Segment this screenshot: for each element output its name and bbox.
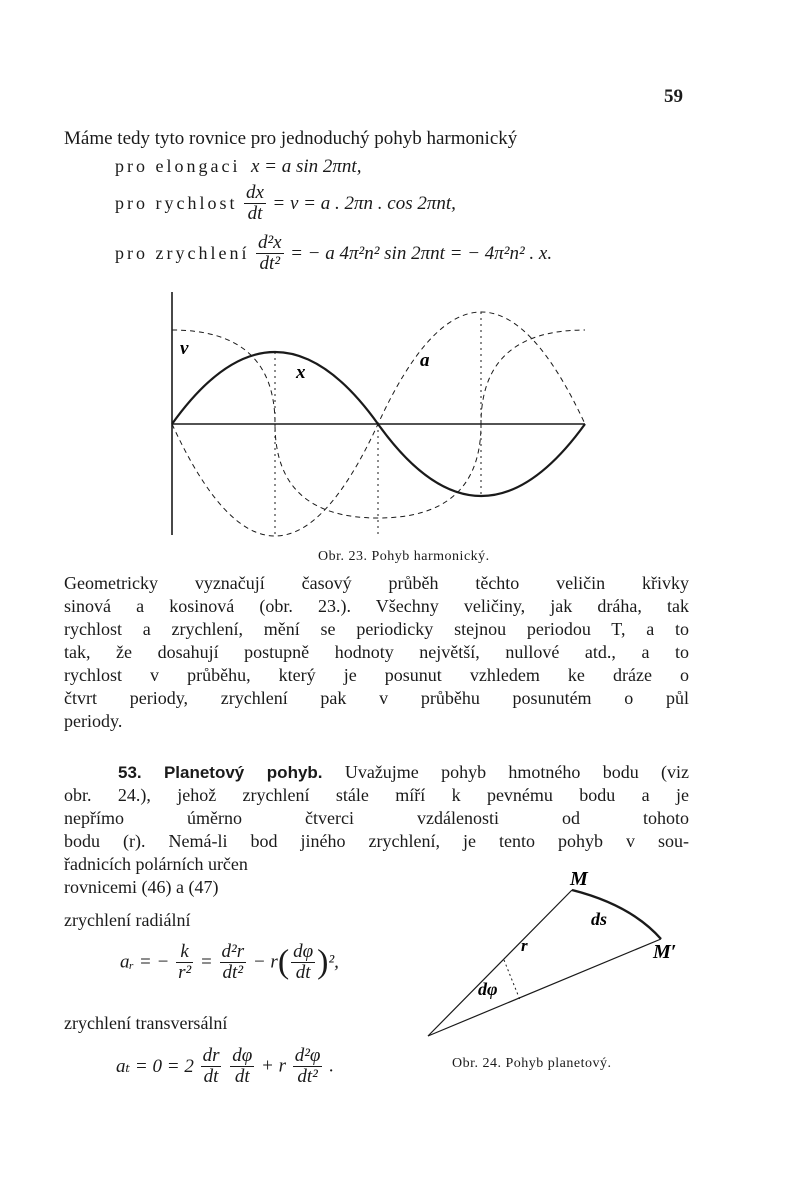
transversal-frac-dphi-num: dφ xyxy=(232,1045,253,1066)
section-title: Planetový pohyb. xyxy=(163,763,323,782)
para1-line-2: sinová a kosinová (obr. 23.). Všechny veličiny, jak dráha, tak xyxy=(64,596,689,616)
accel-den: dt² xyxy=(259,253,281,274)
radial-label: zrychlení radiální xyxy=(64,910,191,930)
radial-frac-dphi-den: dt xyxy=(295,962,311,983)
velocity-den: dt xyxy=(247,203,263,224)
transversal-frac-d2phi-den: dt² xyxy=(297,1066,318,1087)
section-line-2: obr. 24.), jehož zrychlení stále míří k pevnému bodu a je xyxy=(64,785,689,805)
angle-perpendicular xyxy=(504,960,520,1000)
label-M: M xyxy=(570,868,588,890)
accel-num: d²x xyxy=(257,232,282,253)
para1-line-6: čtvrt periody, zrychlení pak v průběhu posunutém o půl xyxy=(64,688,689,708)
label-x: x xyxy=(296,362,306,383)
radial-eq: = xyxy=(199,951,213,973)
velocity-equation xyxy=(115,183,456,224)
transversal-plus-r: + r xyxy=(261,1055,286,1077)
transversal-frac-d2phi xyxy=(293,1046,323,1087)
radial-lhs: aᵣ = − xyxy=(120,951,170,973)
label-a: a xyxy=(420,350,430,371)
para1-line-7: periody. xyxy=(64,711,123,731)
radial-frac-d2r-den: dt² xyxy=(222,962,244,983)
radius-line-M-prime xyxy=(428,939,661,1036)
trajectory-arc-ds xyxy=(572,890,661,939)
section-line-6: rovnicemi (46) a (47) xyxy=(64,877,219,897)
transversal-frac-dr-den: dt xyxy=(203,1066,219,1087)
radial-frac-k-den: r² xyxy=(178,962,192,983)
section-line-5: řadnicích polárních určen xyxy=(64,854,248,874)
transversal-label: zrychlení transversální xyxy=(64,1013,228,1033)
label-dphi: dφ xyxy=(478,979,498,999)
label-M-prime: M′ xyxy=(653,941,677,963)
radial-frac-k xyxy=(176,942,193,983)
paragraph-geometric xyxy=(64,572,689,733)
transversal-frac-d2phi-num: d²φ xyxy=(294,1045,321,1066)
section-line-1 xyxy=(64,761,689,784)
transversal-frac-dphi-den: dt xyxy=(234,1066,250,1087)
transversal-tail: . xyxy=(329,1055,334,1077)
intro-line: Máme tedy tyto rovnice pro jednoduchý pohyb harmonický xyxy=(64,128,518,149)
label-v: v xyxy=(180,338,189,359)
velocity-rhs: = v = a . 2πn . cos 2πnt, xyxy=(272,193,456,214)
figure-24-caption: Obr. 24. Pohyb planetový. xyxy=(452,1056,612,1071)
section-53-paragraph xyxy=(64,761,689,853)
section-number: 53. xyxy=(118,763,142,782)
accel-label: pro zrychlení xyxy=(115,243,250,263)
radial-frac-d2r-num: d²r xyxy=(221,941,245,962)
transversal-frac-dr xyxy=(201,1046,222,1087)
accel-fraction xyxy=(256,233,284,274)
transversal-frac-dr-num: dr xyxy=(202,1045,220,1066)
radius-line-M xyxy=(428,890,572,1036)
accel-equation xyxy=(115,233,552,274)
elongation-label: pro elongaci xyxy=(115,156,241,176)
label-ds: ds xyxy=(591,909,608,929)
transversal-frac-dphi xyxy=(230,1046,254,1087)
section-line-4: bodu (r). Nemá-li bod jiného zrychlení, je tento pohyb v sou- xyxy=(64,831,689,851)
elongation-equation xyxy=(115,155,361,178)
section-line-3: nepřímo úměrno čtverci vzdálenosti od tohoto xyxy=(64,808,689,828)
radial-minus-r: − r xyxy=(252,951,278,973)
label-r: r xyxy=(521,936,528,955)
page-number: 59 xyxy=(664,86,683,107)
figure-24-planetary-diagram xyxy=(420,860,700,1045)
transversal-lhs: aₜ = 0 = 2 xyxy=(116,1056,194,1077)
elongation-formula: x = a sin 2πnt, xyxy=(250,156,362,177)
para1-line-1: Geometricky vyznačují časový průběh těchto veličin křivky xyxy=(64,573,689,593)
para1-line-4: tak, že dosahují postupně hodnoty největší, nullové atd., a to xyxy=(64,642,689,662)
velocity-fraction xyxy=(244,183,266,224)
radial-frac-k-num: k xyxy=(176,942,193,963)
radial-frac-dphi xyxy=(291,942,315,983)
para1-line-3: rychlost a zrychlení, mění se periodicky stejnou periodou T, a to xyxy=(64,619,689,639)
radial-tail: ², xyxy=(328,951,339,973)
figure-23-caption: Obr. 23. Pohyb harmonický. xyxy=(318,549,490,564)
radial-equation xyxy=(120,942,339,983)
figure-23-harmonic-graph xyxy=(150,285,610,545)
velocity-label: pro rychlost xyxy=(115,193,238,213)
velocity-num: dx xyxy=(245,182,264,203)
radial-frac-dphi-num: dφ xyxy=(293,941,314,962)
section-line-1-text: Uvažujme pohyb hmotného bodu (viz xyxy=(344,762,690,782)
transversal-equation xyxy=(116,1046,334,1087)
para1-line-5: rychlost v průběhu, který je posunut vzhledem ke dráze o xyxy=(64,665,689,685)
radial-frac-d2r xyxy=(220,942,247,983)
accel-rhs: = − a 4π²n² sin 2πnt = − 4π²n² . x. xyxy=(290,243,553,264)
radial-paren-open: ( xyxy=(277,943,290,981)
radial-paren-close: ) xyxy=(317,943,329,981)
